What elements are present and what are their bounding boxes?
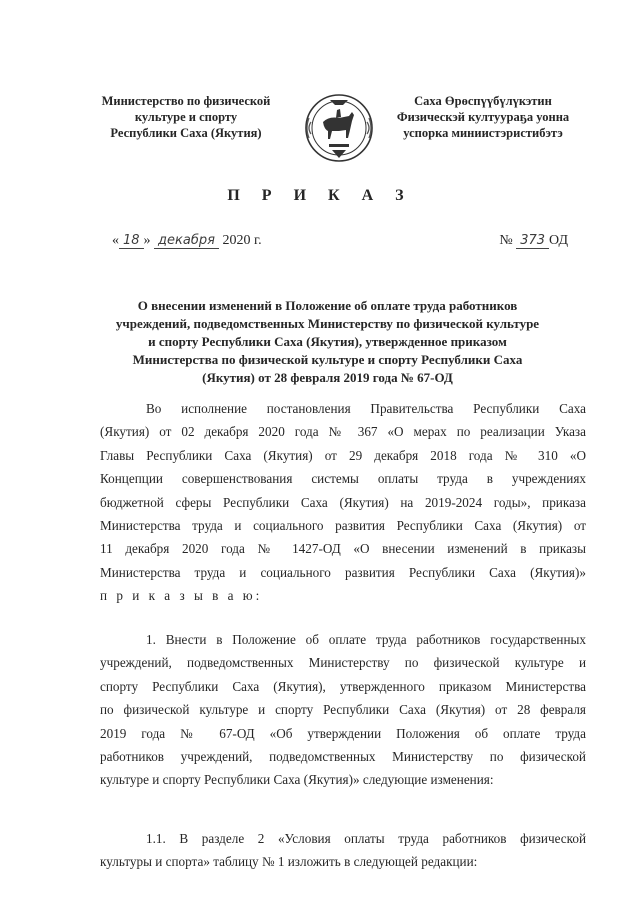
paragraph-line: 1. Внести в Положение об оплате труда работников государственных [146,632,586,647]
number-sign: № [499,233,513,248]
paragraph-line: учреждений, подведомственных Министерству по физической культуре и [100,655,586,671]
order-number [499,233,568,249]
ministry-name-russian [92,93,280,141]
subject-line: (Якутия) от 28 февраля 2019 года № 67-ОД [202,370,453,385]
ministry-name-line: культуре и спорту [134,110,238,124]
paragraph-line: культуре и спорту Республики Саха (Якутия)» следующие изменения: [100,772,494,788]
paragraph-line: Концепции совершенствования системы оплаты труда в учреждениях [100,471,586,487]
date-year: 2020 г. [222,233,262,248]
paragraph-line: по физической культуре и спорту Республики Саха (Якутия) от 28 февраля [100,702,586,718]
subject-line: Министерства по физической культуре и спорту Республики Саха [132,352,523,367]
coat-of-arms-icon [303,88,375,168]
paragraph-line: (Якутия) от 02 декабря 2020 года № 367 «О мерах по реализации Указа [100,424,586,440]
order-subject [100,297,555,387]
document-title: П Р И К А З [227,187,413,204]
ministry-name-line: Министерство по физической [101,94,271,108]
ministry-name-line: Республики Саха (Якутия) [110,126,262,140]
number-value: 373 [516,233,549,249]
subject-line: учреждений, подведомственных Министерству по физической культуре [115,316,540,331]
paragraph-line: культуры и спорта» таблицу № 1 изложить в следующей редакции: [100,854,478,870]
subject-line: О внесении изменений в Положение об оплате труда работников [137,298,518,313]
date-close-quote: » [143,233,151,248]
paragraph-line: Главы Республики Саха (Якутия) от 29 декабря 2018 года № 310 «О [100,447,586,463]
ministry-name-line: успорка миниистэристибэтэ [403,126,563,140]
paragraph-line: Во исполнение постановления Правительства Республики Саха [146,401,586,416]
order-directive: п р и к а з ы в а ю: [100,588,263,604]
paragraph-line: Министерства труда и социального развития Республики Саха (Якутия) от [100,518,586,534]
clause-1-paragraph [100,628,586,792]
ministry-name-yakut [383,93,583,141]
paragraph-line: 1.1. В разделе 2 «Условия оплаты труда работников физической [146,831,586,846]
paragraph-line: работников учреждений, подведомственных Министерству по физической [100,749,586,765]
date-open-quote: « [112,233,119,248]
ministry-name-line: Физическэй култуураҕа уонна [396,110,570,124]
order-date [112,233,262,249]
paragraph-line: 11 декабря 2020 года № 1427-ОД «О внесении изменений в приказы [100,541,586,557]
ministry-name-line: Саха Өрөспүүбүлүкэтин [414,94,552,108]
paragraph-line: Министерства труда и социального развития Республики Саха (Якутия)» [100,564,586,580]
paragraph-line: спорту Республики Саха (Якутия), утвержденного приказом Министерства [100,678,586,694]
date-month: декабря [154,233,219,249]
subject-line: и спорту Республики Саха (Якутия), утвержденное приказом [148,334,507,349]
number-suffix: ОД [549,233,568,248]
paragraph-line: 2019 года № 67-ОД «Об утверждении Положения об оплате труда [100,725,586,741]
clause-1-1-paragraph [100,827,586,874]
paragraph-line: бюджетной сферы Республики Саха (Якутия) на 2019-2024 годы», приказа [100,494,586,510]
date-day: 18 [119,233,144,249]
preamble-paragraph [100,397,586,608]
